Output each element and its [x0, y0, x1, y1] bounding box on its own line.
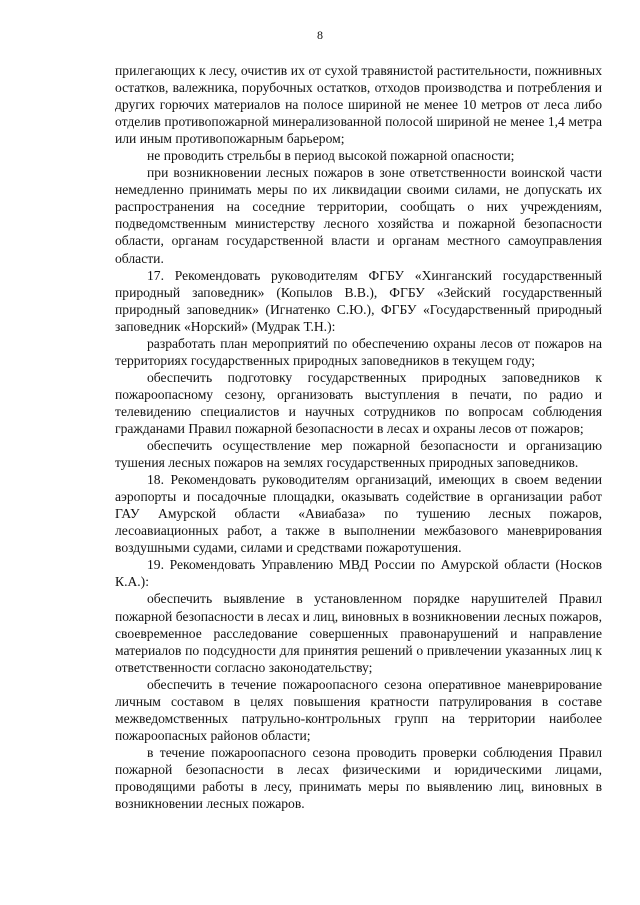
paragraph: обеспечить осуществление мер пожарной безопасности и организацию тушения лесных пожаров на землях государственных природных заповедников. — [115, 438, 602, 471]
paragraph-item-18: 18. Рекомендовать руководителям организаций, имеющих в своем ведении аэропорты и посадочные площадки, оказывать содействие в организации работ ГАУ Амурской области «Авиабаза» по тушению лесных пожаров, лесоавиационных работ, а также в выполнении межбазового маневрирования воздушными судами, силами и средствами пожаротушения. — [115, 472, 602, 556]
paragraph: в течение пожароопасного сезона проводить проверки соблюдения Правил пожарной безопасности в лесах физическими и юридическими лицами, проводящими работы в лесу, принимать меры по выявлению лиц, виновных в возникновении лесных пожаров. — [115, 744, 602, 812]
paragraph: обеспечить в течение пожароопасного сезона оперативное маневрирование личным составом в целях повышения кратности патрулирования в составе межведомственных патрульно-контрольных групп на территории наиболее пожароопасных районов области; — [115, 676, 602, 743]
page-number: 8 — [317, 28, 323, 42]
paragraph: обеспечить подготовку государственных природных заповедников к пожароопасному сезону, организовать выступления в печати, по радио и телевидению специалистов и научных сотрудников по вопросам соблюдения гражданами Правил пожарной безопасности в лесах и охраны лесов от пожаров; — [115, 369, 602, 436]
document-body — [115, 62, 602, 812]
paragraph: разработать план мероприятий по обеспечению охраны лесов от пожаров на территориях государственных природных заповедников в текущем году; — [115, 335, 602, 368]
paragraph: обеспечить выявление в установленном порядке нарушителей Правил пожарной безопасности в лесах и лиц, виновных в возникновении лесных пожаров, своевременное расследование совершенных правонарушений и направление материалов по подсудности для принятия решений о привлечении указанных лиц к ответственности согласно законодательству; — [115, 591, 602, 675]
paragraph: не проводить стрельбы в период высокой пожарной опасности; — [147, 148, 515, 164]
paragraph-item-19: 19. Рекомендовать Управлению МВД России по Амурской области (Носков К.А.): — [115, 557, 602, 590]
paragraph: прилегающих к лесу, очистив их от сухой травянистой растительности, пожнивных остатков, валежника, порубочных остатков, отходов производства и потребления и других горючих материалов на полосе шириной не менее 10 метров от леса либо отделив противопожарной минерализованной полосой шириной не менее 1,4 метра или иным противопожарным барьером; — [115, 63, 602, 147]
paragraph-item-17: 17. Рекомендовать руководителям ФГБУ «Хинганский государственный природный заповедник» (Копылов В.В.), ФГБУ «Зейский государственный природный заповедник» (Игнатенко С.Ю.), ФГБУ «Государственный природный заповедник «Норский» (Мудрак Т.Н.): — [115, 267, 602, 334]
paragraph: при возникновении лесных пожаров в зоне ответственности воинской части немедленно принимать меры по их ликвидации своими силами, не допускать их распространения на соседние территории, сообщать о них учреждениям, подведомственным министерству лесного хозяйства и пожарной безопасности области, органам государственной власти и органам местного самоуправления области. — [115, 165, 602, 266]
